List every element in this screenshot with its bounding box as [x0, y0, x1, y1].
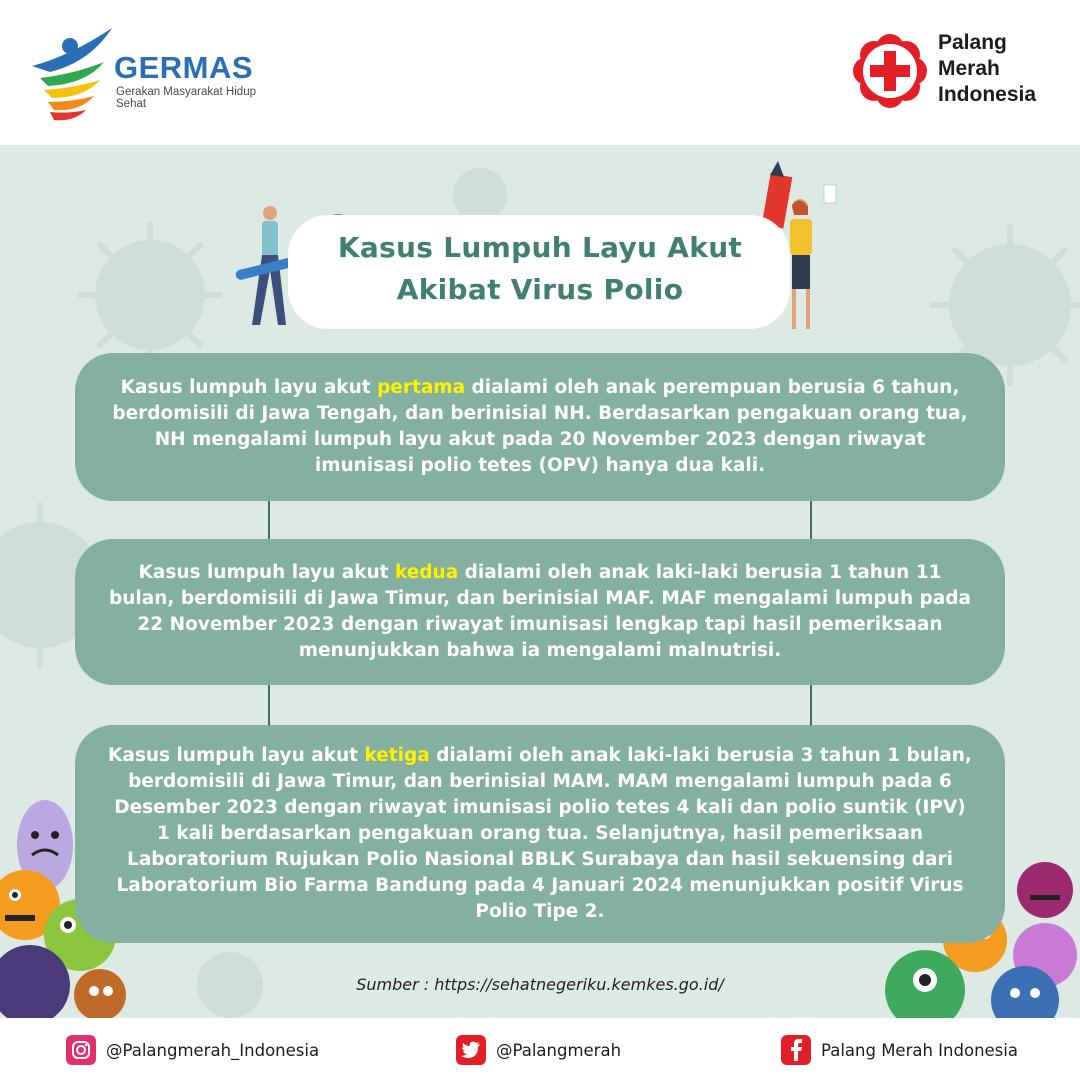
connector-line [810, 685, 812, 725]
germas-name: GERMAS [114, 50, 254, 85]
case-text [75, 560, 1005, 664]
twitter-icon [456, 1035, 486, 1065]
case-prefix: Kasus lumpuh layu akut [108, 745, 365, 766]
twitter-link[interactable] [456, 1034, 621, 1066]
case-prefix: Kasus lumpuh layu akut [138, 562, 395, 583]
footer [0, 1018, 1080, 1080]
instagram-handle: @Palangmerah_Indonesia [106, 1040, 320, 1060]
pmi-logo [853, 30, 1053, 120]
source-citation: Sumber : https://sehatnegeriku.kemkes.go.id/ [356, 975, 724, 994]
case-card-first [75, 353, 1005, 501]
case-body: dialami oleh anak perempuan berusia 6 tahun, berdomisili di Jawa Tengah, dan berinisial NH. Berdasarkan pengakuan orang tua, NH mengalami lumpuh layu akut pada 20 November 2023 dengan riwayat imunisasi polio tetes (OPV) hanya dua kali. [112, 377, 968, 476]
germas-tagline: Gerakan Masyarakat Hidup Sehat [116, 86, 256, 110]
pmi-name-line2: Merah [938, 57, 1000, 80]
twitter-handle: @Palangmerah [496, 1040, 622, 1060]
red-cross-icon [853, 34, 927, 108]
case-text [75, 375, 1005, 479]
germas-mark-icon [30, 22, 112, 122]
case-body: dialami oleh anak laki-laki berusia 1 tahun 11 bulan, berdomisili di Jawa Timur, dan berinisial MAF. MAF mengalami lumpuh pada 22 November 2023 dengan riwayat imunisasi lengkap tapi hasil pemeriksaan menunjukkan bahwa ia mengalami malnutrisi. [108, 562, 972, 661]
case-highlight: pertama [377, 377, 466, 398]
case-text [75, 743, 1005, 925]
instagram-icon [66, 1035, 96, 1065]
connector-line [268, 501, 270, 539]
main-panel [0, 145, 1080, 1018]
case-highlight: ketiga [364, 745, 430, 766]
germas-logo [30, 22, 260, 127]
instagram-link[interactable] [66, 1034, 319, 1066]
facebook-icon [781, 1035, 811, 1065]
page-title-line2: Akibat Virus Polio [396, 273, 684, 306]
connector-line [810, 501, 812, 539]
facebook-link[interactable] [781, 1034, 1018, 1066]
pmi-name [938, 30, 1048, 108]
connector-line [268, 685, 270, 725]
page-title-line1: Kasus Lumpuh Layu Akut [337, 231, 743, 264]
case-prefix: Kasus lumpuh layu akut [120, 377, 378, 398]
header [0, 0, 1080, 145]
case-body: dialami oleh anak laki-laki berusia 3 tahun 1 bulan, berdomisili di Jawa Timur, dan berinisial MAM. MAM mengalami lumpuh pada 6 Desember 2023 dengan riwayat imunisasi polio tetes 4 kali dan polio suntik (IPV) 1 kali berdasarkan pengakuan orang tua. Selanjutnya, hasil pemeriksaan Laboratorium Rujukan Polio Nasional BBLK Surabaya dan hasil sekuensing dari Laboratorium Bio Farma Bandung pada 4 Januari 2024 menunjukkan positif Virus Polio Tipe 2. [114, 745, 972, 922]
case-card-third [75, 725, 1005, 943]
pmi-name-line1: Palang [938, 31, 1007, 54]
pmi-name-line3: Indonesia [938, 83, 1037, 106]
case-card-second [75, 539, 1005, 685]
facebook-page: Palang Merah Indonesia [821, 1040, 1018, 1060]
case-highlight: kedua [394, 562, 459, 583]
